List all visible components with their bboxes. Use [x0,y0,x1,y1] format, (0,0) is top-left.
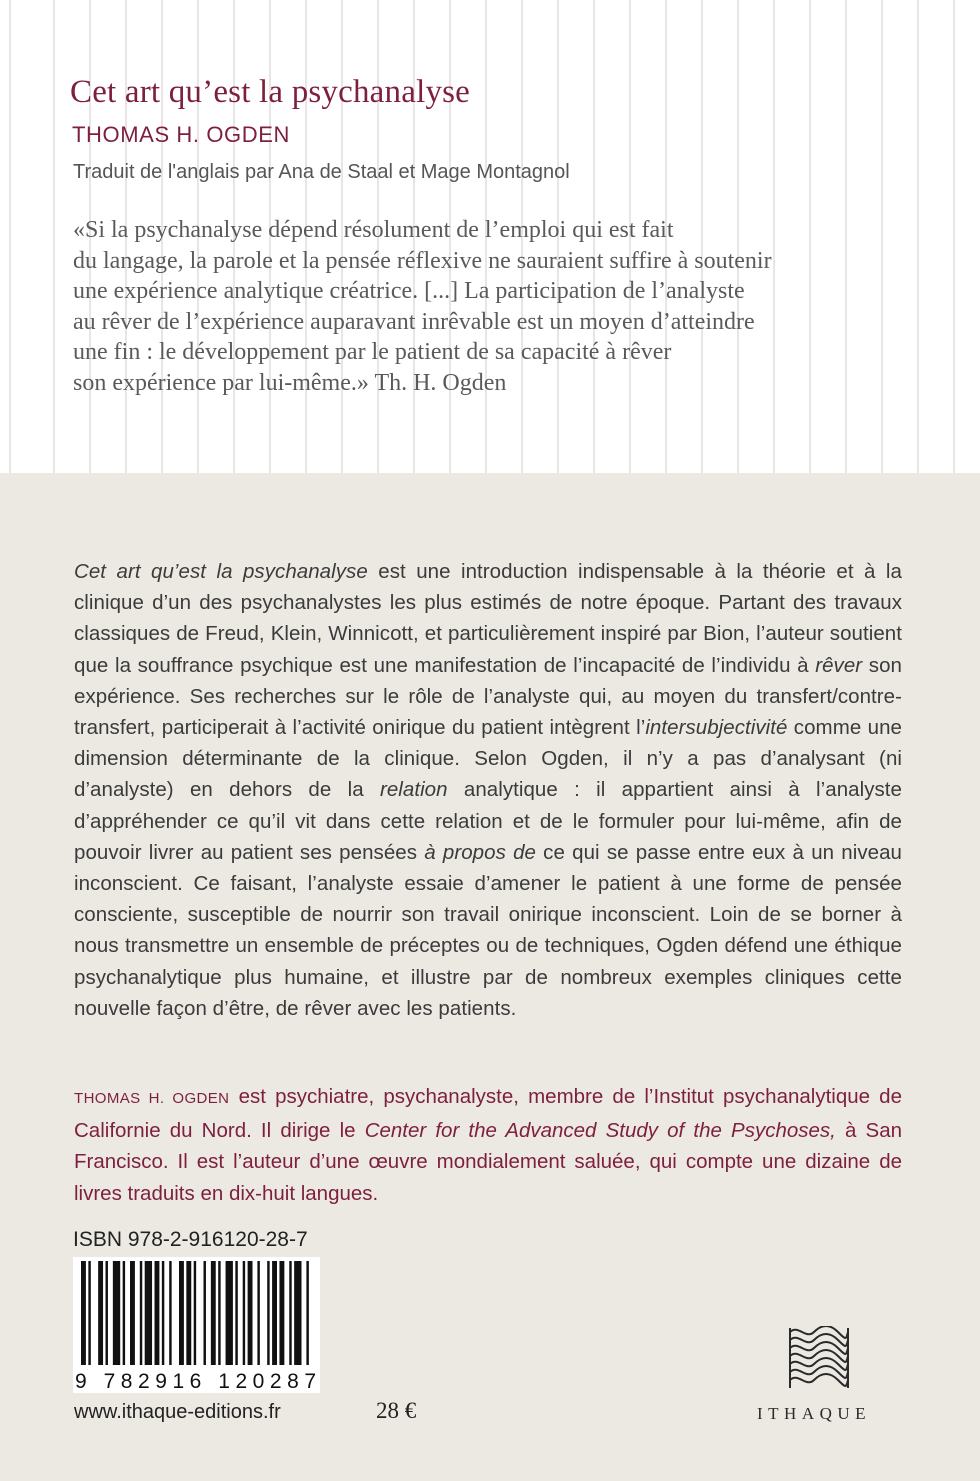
book-description [74,556,902,1024]
author-name: THOMAS H. OGDEN [72,122,291,147]
desc-text: comme une dimension déterminante de la clinique. Selon Ogden, il n’y a pas d’analysant (ni d’analyste) en dehors de la [74,716,902,802]
barcode-bar [257,1261,259,1365]
desc-italic: relation [379,778,448,802]
barcode-bar [306,1261,308,1365]
barcode-bar [218,1261,220,1365]
barcode-bar [145,1261,152,1365]
barcode-bar [81,1261,86,1365]
barcode-bar [289,1261,291,1365]
barcode-bar [248,1261,253,1365]
barcode-bar [267,1261,269,1365]
desc-italic: intersubjectivité [645,716,788,740]
barcode-bar [226,1261,233,1365]
desc-text: ce qui se passe entre eux à un niveau inconscient. Ce faisant, l’analyste essaie d’amener le patient à une forme de pensée consciente, susceptible de nourrir son travail onirique inconscient. Loin de se borner à nous transmettre un ensemble de préceptes ou de techniques, Ogden défend une éthique psychanalytique plus humaine, et illustre par de nombreux exemples cliniques cette nouvelle façon d’être, de rêver avec les patients. [74,840,903,1020]
barcode-bar [140,1261,142,1365]
desc-text: son expérience. Ses recherches sur le rôle de l’analyste qui, au moyen du transfert/contre-transfert, participerait à l’activité onirique du patient intègrent l’ [74,653,902,740]
bio-text: est psychiatre, psychanalyste, membre de l’Institut psychanalytique de Californie du Nord. Il dirige le [74,1085,902,1142]
barcode-bar [106,1261,108,1365]
publisher-name: ITHAQUE [757,1404,872,1423]
quote-block [73,215,772,398]
quote-line: au rêver de l’expérience auparavant inrêvable est un moyen d’atteindre [73,308,755,335]
barcode-bar [155,1261,160,1365]
desc-italic: rêver [815,653,863,677]
quote-line: une expérience analytique créatrice. [...] La participation de l’analyste [73,278,745,304]
desc-title-italic: Cet art qu’est la psychanalyse [74,560,368,583]
barcode-bar [88,1261,90,1365]
quote-line: son expérience par lui-même.» Th. H. Ogden [73,369,507,396]
barcode-bar [123,1261,125,1365]
bio-italic: Center for the Advanced Study of the Psychoses, [364,1118,836,1142]
desc-italic: à propos de [424,840,536,864]
translator-credit: Traduit de l'anglais par Ana de Staal et Mage Montagnol [73,161,570,183]
barcode-bar [235,1261,237,1365]
quote-line: «Si la psychanalyse dépend résolument de l’emploi qui est fait [73,217,674,243]
quote-line: une fin : le développement par le patient de sa capacité à rêver [73,339,672,365]
isbn-label: ISBN 978-2-916120-28-7 [73,1228,308,1251]
barcode-bar [211,1261,216,1365]
ithaque-logo-icon [786,1326,850,1390]
website-link[interactable]: www.ithaque-editions.fr [74,1401,281,1423]
barcode-bar [194,1261,196,1365]
barcode-digits: 9 782916 120287 [75,1370,316,1393]
author-bio [74,1081,902,1209]
barcode-graphic [73,1257,320,1393]
barcode-bar [243,1261,245,1365]
desc-text: est une introduction indispensable à la théorie et à la clinique d’un des psychanalystes les plus estimés de notre époque. Partant des travaux classiques de Freud, Klein, Winnicott, et particulièrement inspiré par Bion, l’auteur soutient que la souffrance psychique est une manifestation de l’incapacité de l’individu à [74,560,902,677]
barcode-bar [204,1261,206,1365]
book-title: Cet art qu’est la psychanalyse [70,74,471,110]
price: 28 € [376,1398,417,1423]
bio-text: à San Francisco. Il est l’auteur d’une œuvre mondialement saluée, qui compte une dizaine de livres traduits en dix-huit langues. [74,1118,902,1205]
bio-author-name: THOMAS H. OGDEN [74,1090,230,1107]
barcode-bar [162,1261,164,1365]
barcode-bar [169,1261,171,1365]
barcode-bar [113,1261,120,1365]
barcode-bar [294,1261,301,1365]
barcode-bar [186,1261,191,1365]
quote-line: du langage, la parole et la pensée réflexive ne sauraient suffire à soutenir [73,247,772,274]
barcode-bar [272,1261,277,1365]
barcode-bar [279,1261,284,1365]
barcode-bar [98,1261,103,1365]
barcode-bar [130,1261,135,1365]
barcode [73,1257,320,1393]
desc-text: analytique : il appartient ainsi à l’analyste d’appréhender ce qu’il vit dans cette relation et de le formuler pour lui-même, afin de pouvoir livrer au patient ses pensées [74,778,902,864]
barcode-bar [179,1261,184,1365]
